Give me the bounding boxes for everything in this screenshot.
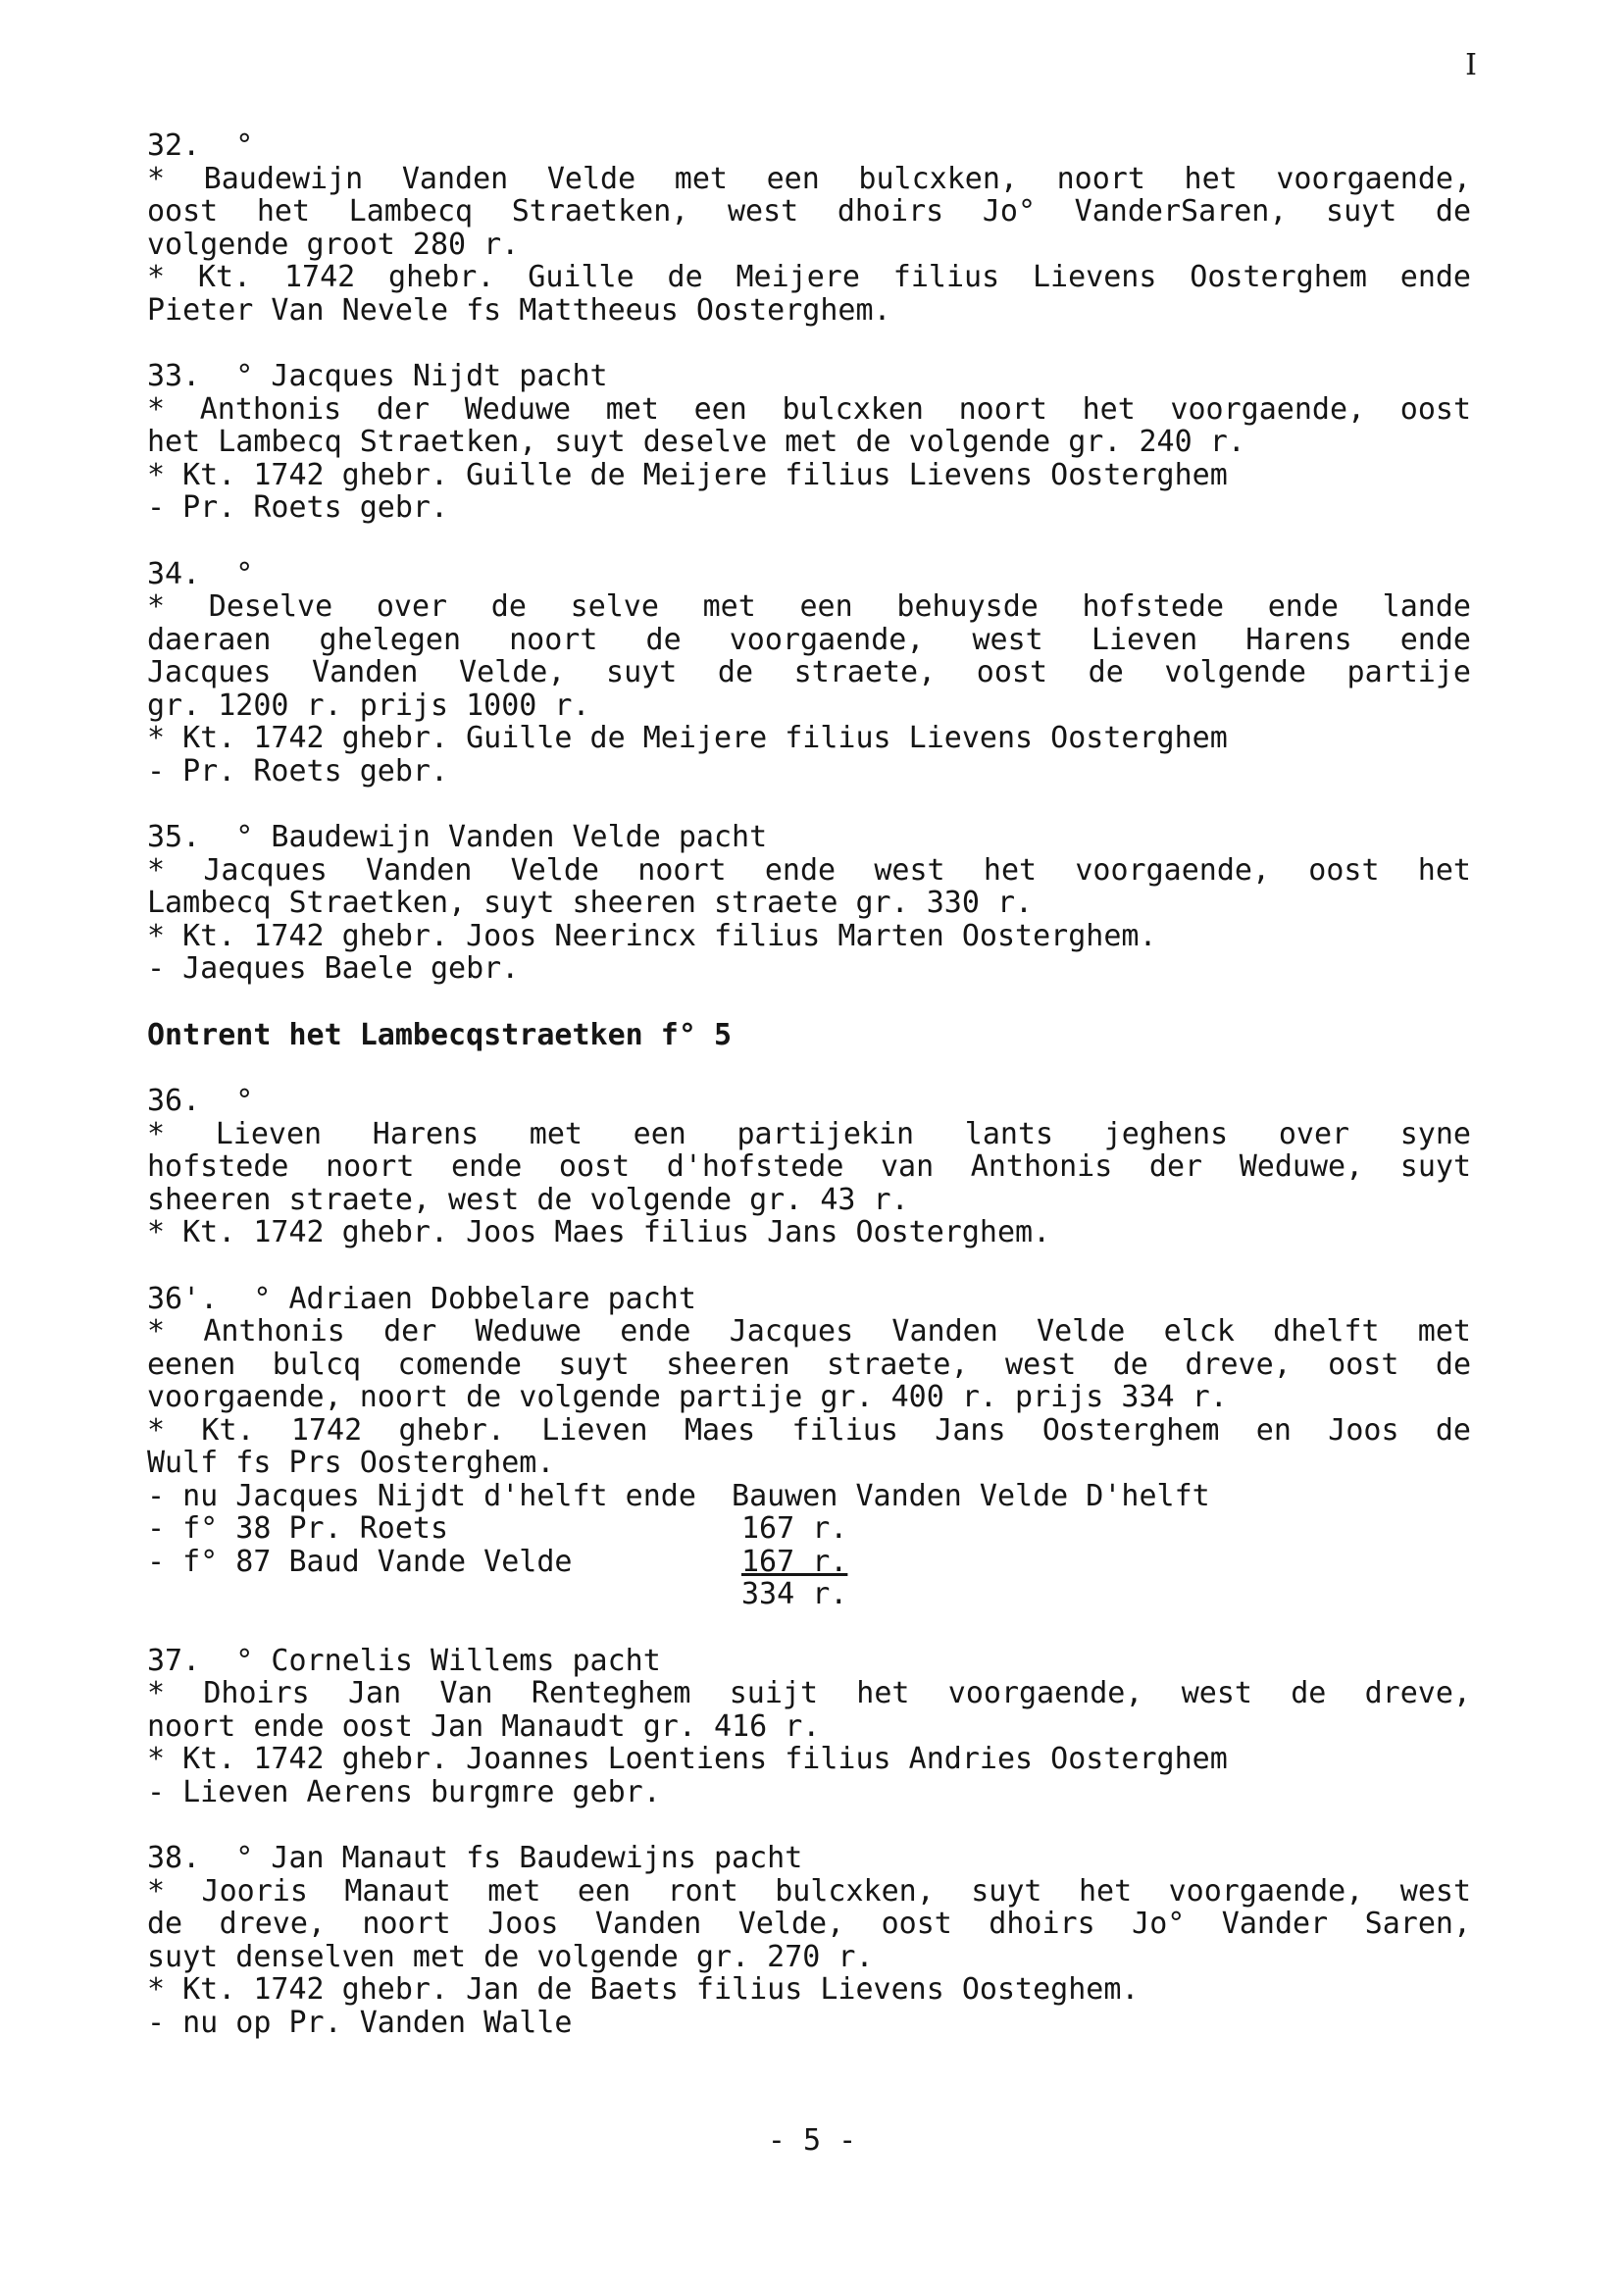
record-line: * Kt. 1742 ghebr. Guille de Meijere filius Lievens Oosterghem — [147, 721, 1228, 755]
record-line: * Lieven Harens met een partijekin lants jeghens over syne — [147, 1116, 1471, 1151]
tally-amount: 167 r. — [741, 1511, 848, 1546]
record-line: * Anthonis der Weduwe met een bulcxken noort het voorgaende, oost — [147, 391, 1471, 427]
record-line: daeraen ghelegen noort de voorgaende, west Lieven Harens ende — [147, 622, 1471, 657]
record-line: eenen bulcq comende suyt sheeren straete, west de dreve, oost de — [147, 1347, 1471, 1382]
record-line: 38. ° Jan Manaut fs Baudewijns pacht — [147, 1841, 803, 1875]
page-number-footer: - 5 - — [767, 2123, 857, 2158]
entries-group-top — [147, 129, 1471, 986]
record-line: voorgaende, noort de volgende partije gr. 400 r. prijs 334 r. — [147, 1380, 1228, 1414]
record-line: suyt denselven met de volgende gr. 270 r. — [147, 1939, 874, 1974]
record-line: noort ende oost Jan Manaudt gr. 416 r. — [147, 1708, 821, 1744]
record-line: Wulf fs Prs Oosterghem. — [147, 1446, 555, 1480]
tally-label — [147, 1578, 741, 1611]
record-line: 37. ° Cornelis Willems pacht — [147, 1643, 661, 1678]
document-body — [147, 129, 1471, 2072]
tally-label: - f° 87 Baud Vande Velde — [147, 1544, 573, 1579]
record-entry — [147, 1085, 1471, 1249]
record-entry — [147, 558, 1471, 789]
record-line: - nu op Pr. Vanden Walle — [147, 2005, 573, 2040]
record-line: * Anthonis der Weduwe ende Jacques Vanden Velde elck dhelft met — [147, 1314, 1471, 1349]
record-line: 32. ° — [147, 128, 254, 163]
tally-row — [147, 1578, 1471, 1611]
record-line: * Kt. 1742 ghebr. Guille de Meijere filius Lievens Oosterghem ende — [147, 260, 1471, 294]
record-entry — [147, 360, 1471, 525]
record-line: Lambecq Straetken, suyt sheeren straete gr. 330 r. — [147, 886, 1034, 920]
tally-amount: 167 r. — [741, 1544, 848, 1579]
record-line: oost het Lambecq Straetken, west dhoirs Jo° VanderSaren, suyt de — [147, 194, 1471, 229]
record-entry — [147, 1645, 1471, 1809]
tally-label: - f° 38 Pr. Roets — [147, 1511, 449, 1546]
record-entry — [147, 1842, 1471, 2039]
record-line: - nu Jacques Nijdt d'helft ende Bauwen Vanden Velde D'helft — [147, 1478, 1210, 1513]
record-line: Pieter Van Nevele fs Mattheeus Oosterghem. — [147, 292, 891, 328]
record-line: * Baudewijn Vanden Velde met een bulcxken, noort het voorgaende, — [147, 161, 1471, 196]
record-line: * Jooris Manaut met een ront bulcxken, suyt het voorgaende, west — [147, 1873, 1471, 1909]
record-line: - Jaeques Baele gebr. — [147, 951, 520, 986]
tally-amount: 334 r. — [741, 1577, 848, 1611]
record-line: hofstede noort ende oost d'hofstede van Anthonis der Weduwe, suyt — [147, 1149, 1471, 1184]
record-line: het Lambecq Straetken, suyt deselve met de volgende gr. 240 r. — [147, 425, 1245, 459]
record-line: 33. ° Jacques Nijdt pacht — [147, 359, 608, 393]
record-line: * Kt. 1742 ghebr. Jan de Baets filius Lievens Oosteghem. — [147, 1972, 1140, 2007]
record-entry — [147, 129, 1471, 327]
record-line: * Kt. 1742 ghebr. Guille de Meijere filius Lievens Oosterghem — [147, 457, 1228, 492]
record-entry — [147, 821, 1471, 986]
record-line: * Deselve over de selve met een behuysde hofstede ende lande — [147, 589, 1471, 624]
record-line: * Dhoirs Jan Van Renteghem suijt het voorgaende, west de dreve, — [147, 1676, 1471, 1710]
tally-row — [147, 1512, 1471, 1546]
record-line: 36'. ° Adriaen Dobbelare pacht — [147, 1281, 696, 1316]
record-line: 35. ° Baudewijn Vanden Velde pacht — [147, 820, 768, 854]
record-line: 34. ° — [147, 556, 254, 591]
record-line: * Kt. 1742 ghebr. Joos Neerincx filius Marten Oosterghem. — [147, 918, 1157, 953]
record-line: - Pr. Roets gebr. — [147, 490, 449, 525]
record-line: - Lieven Aerens burgmre gebr. — [147, 1774, 661, 1809]
record-line: - Pr. Roets gebr. — [147, 753, 449, 789]
section-heading: Ontrent het Lambecqstraetken f° 5 — [147, 1017, 733, 1052]
record-line: Jacques Vanden Velde, suyt de straete, oost de volgende partije — [147, 655, 1471, 689]
record-line: volgende groot 280 r. — [147, 227, 520, 262]
record-line: sheeren straete, west de volgende gr. 43 r. — [147, 1182, 909, 1217]
record-line: gr. 1200 r. prijs 1000 r. — [147, 687, 590, 723]
record-line: * Jacques Vanden Velde noort ende west het voorgaende, oost het — [147, 852, 1471, 888]
record-line: de dreve, noort Joos Vanden Velde, oost dhoirs Jo° Vander Saren, — [147, 1907, 1471, 1941]
record-line: * Kt. 1742 ghebr. Joannes Loentiens filius Andries Oosterghem — [147, 1742, 1228, 1776]
record-line: 36. ° — [147, 1084, 254, 1118]
tally-row — [147, 1546, 1471, 1579]
record-line: * Kt. 1742 ghebr. Joos Maes filius Jans Oosterghem. — [147, 1215, 1051, 1249]
record-line: * Kt. 1742 ghebr. Lieven Maes filius Jans Oosterghem en Joos de — [147, 1412, 1471, 1448]
record-entry — [147, 1283, 1471, 1611]
page-identifier: I — [1465, 48, 1477, 82]
entries-group-bottom — [147, 1085, 1471, 2039]
